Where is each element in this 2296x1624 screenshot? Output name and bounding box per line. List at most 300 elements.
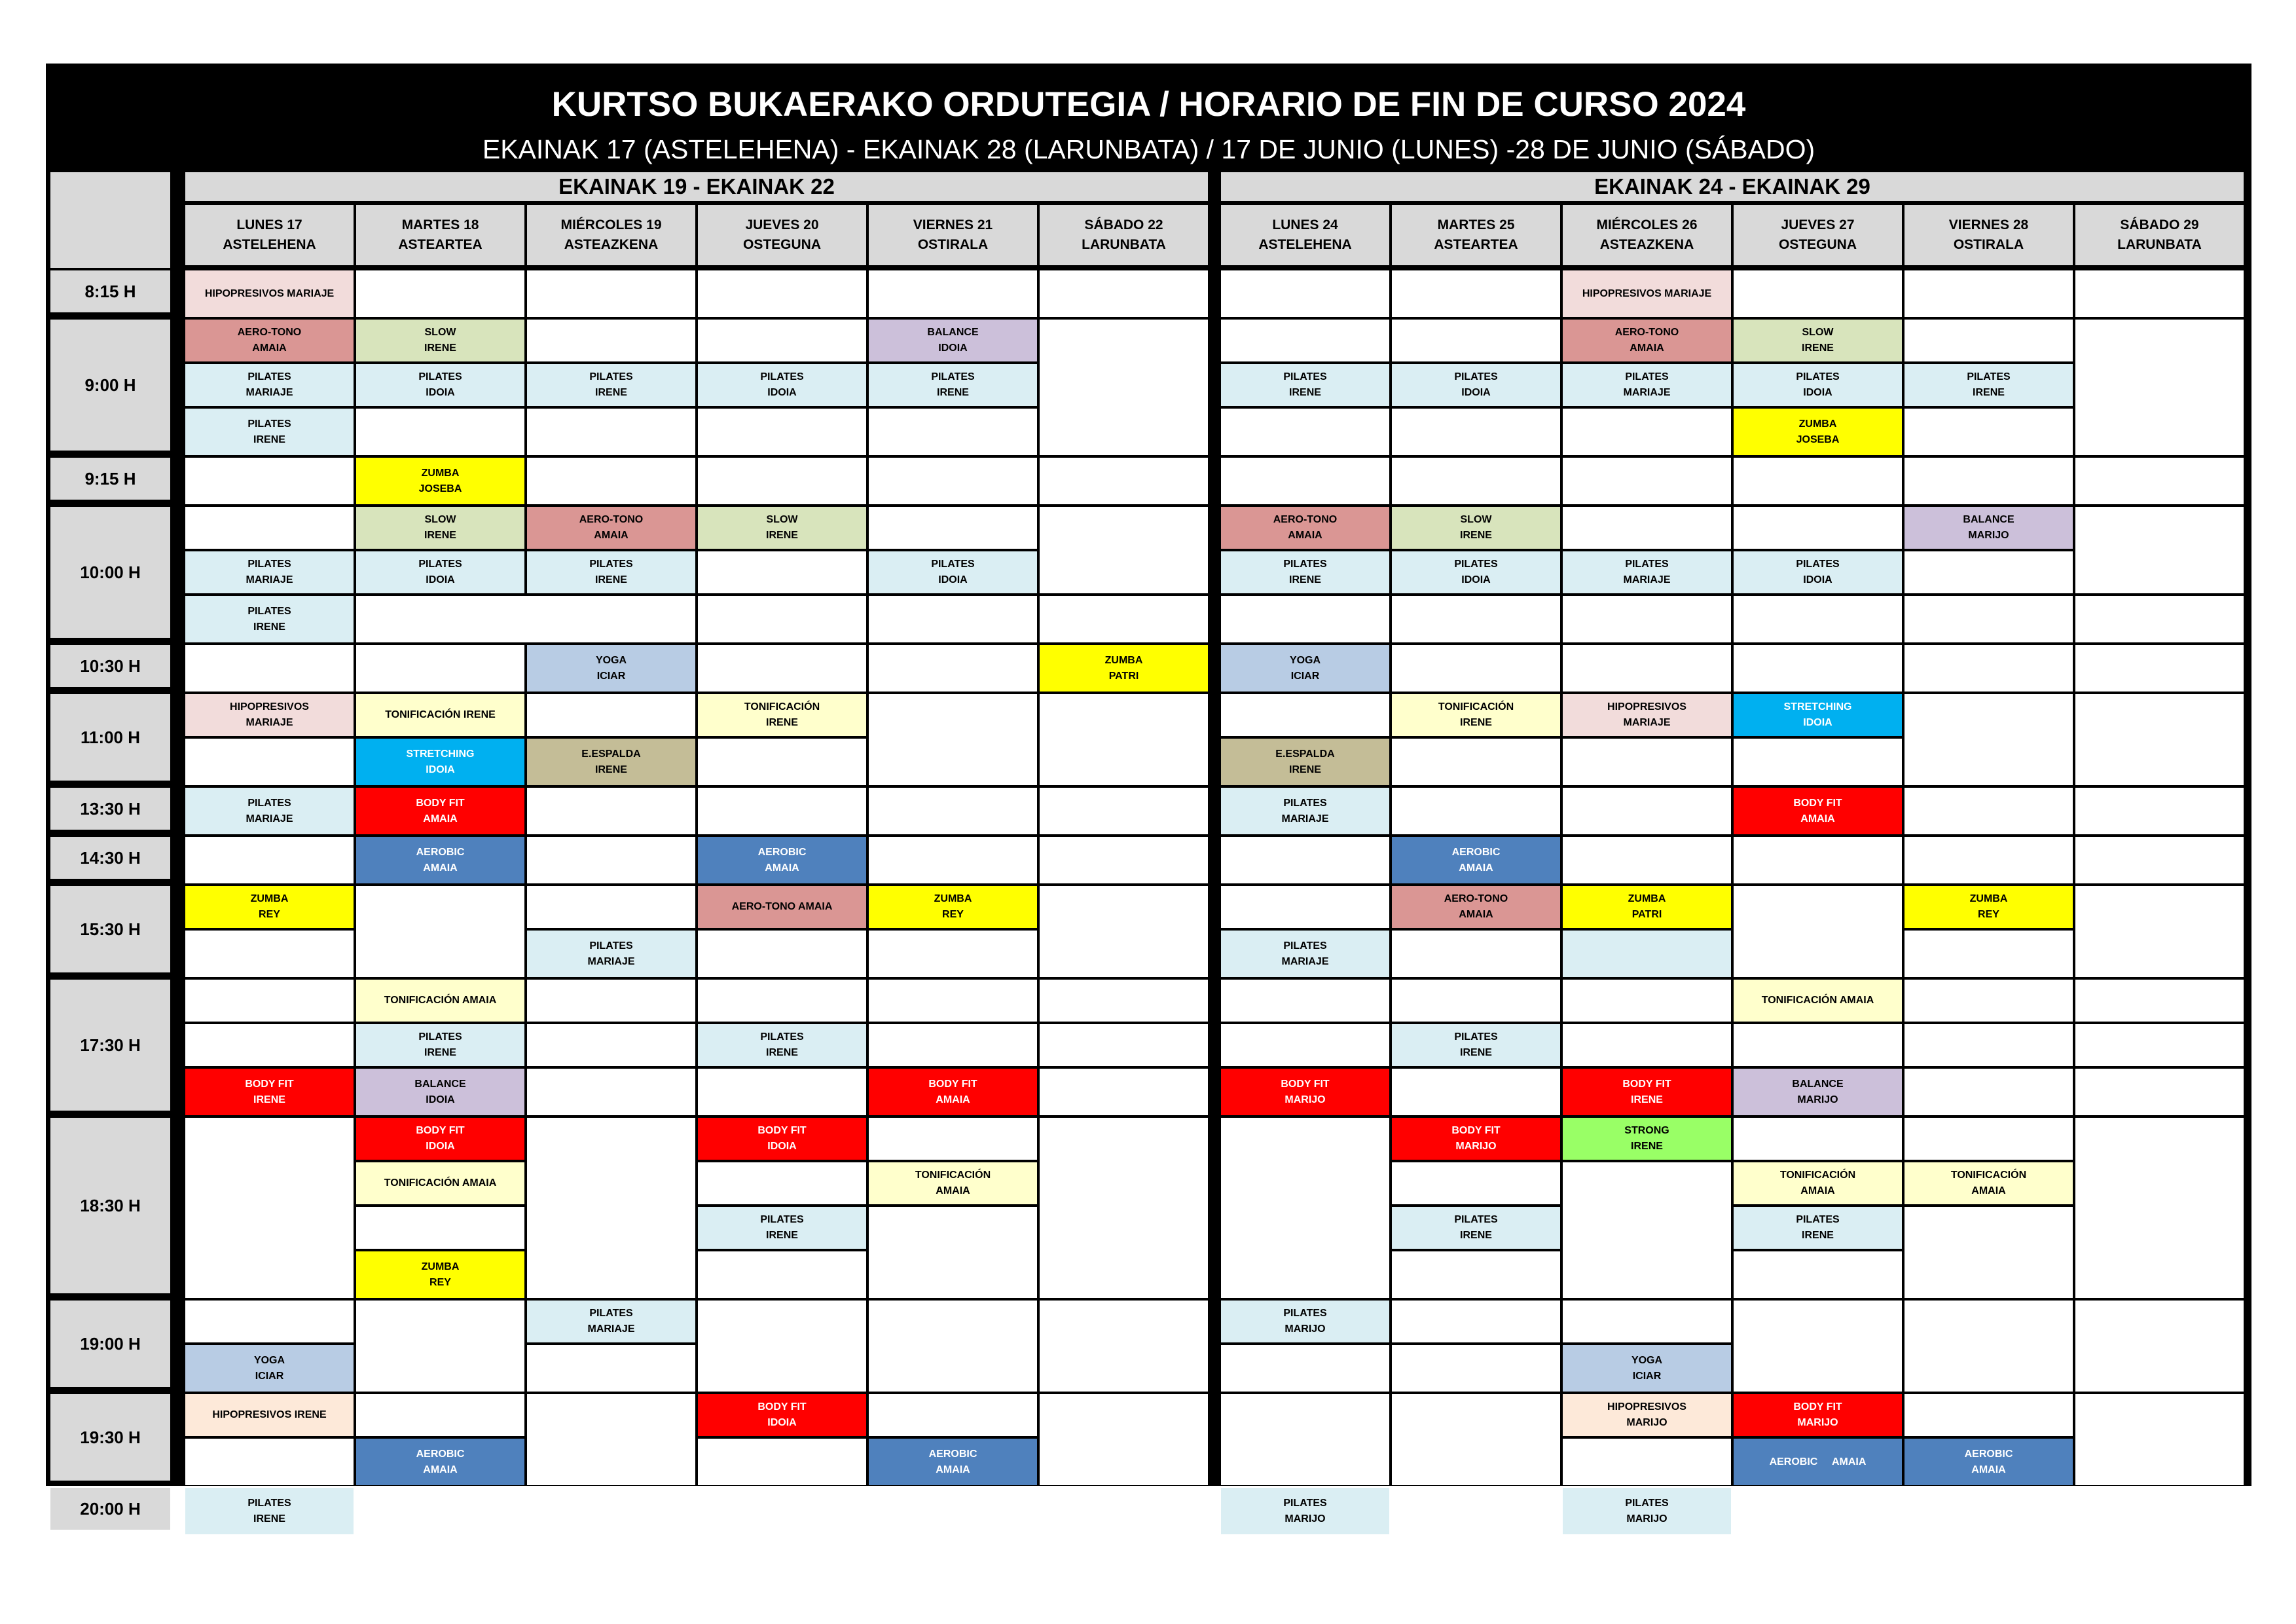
- page-subtitle: EKAINAK 17 (ASTELEHENA) - EKAINAK 28 (LARUNBATA) / 17 DE JUNIO (LUNES) -28 DE JUNIO (SÁBADO): [482, 134, 1815, 164]
- day-name-eu: OSTEGUNA: [742, 237, 821, 252]
- instructor-name: REY: [259, 909, 280, 920]
- empty-cell: [2075, 1118, 2244, 1298]
- empty-cell: [1221, 1394, 1389, 1485]
- empty-cell: [1563, 980, 1731, 1022]
- empty-cell: [1734, 596, 1902, 642]
- instructor-name: IDOIA: [938, 342, 968, 354]
- instructor-name: IRENE: [424, 1047, 456, 1058]
- empty-cell: [185, 1301, 354, 1342]
- empty-cell: [1040, 1301, 1208, 1392]
- empty-cell: [698, 1069, 866, 1115]
- class-name: HIPOPRESIVOS: [1607, 701, 1686, 712]
- instructor-name: IDOIA: [767, 1141, 797, 1152]
- empty-cell: [527, 320, 695, 361]
- class-cell: [185, 1488, 354, 1534]
- instructor-name: JOSEBA: [418, 483, 462, 494]
- class-name: YOGA: [595, 654, 627, 666]
- empty-cell: [1904, 596, 2073, 642]
- class-cell: [1734, 980, 1902, 1022]
- time-slot-label: 13:30 H: [50, 788, 170, 830]
- class-name: TONIFICACIÓN: [1779, 1170, 1856, 1181]
- class-name: PILATES: [760, 371, 804, 382]
- instructor-name: IDOIA: [1803, 387, 1832, 398]
- class-cell: [527, 645, 695, 692]
- empty-cell: [1563, 1301, 1731, 1342]
- instructor-name: IRENE: [424, 530, 456, 541]
- class-name: TONIFICACIÓN AMAIA: [384, 1177, 497, 1189]
- empty-cell: [1221, 320, 1389, 361]
- instructor-name: AMAIA: [423, 813, 458, 824]
- empty-cell: [1734, 1024, 1902, 1066]
- class-name: PILATES: [247, 371, 291, 382]
- instructor-name: IRENE: [1973, 387, 2005, 398]
- class-cell: [869, 1162, 1037, 1204]
- empty-cell: [185, 1439, 354, 1485]
- class-cell: [185, 1394, 354, 1436]
- time-slot-label: 10:30 H: [50, 645, 170, 687]
- empty-cell: [2075, 1024, 2244, 1066]
- class-cell: [869, 364, 1037, 406]
- empty-cell: [2075, 1301, 2244, 1392]
- instructor-name: IDOIA: [426, 574, 455, 585]
- class-name: TONIFICACIÓN: [1438, 701, 1514, 712]
- time-slot-label: 14:30 H: [50, 837, 170, 879]
- instructor-name: PATRI: [1108, 670, 1139, 682]
- instructor-name: IRENE: [937, 387, 969, 398]
- empty-cell: [2075, 788, 2244, 834]
- instructor-name: AMAIA: [936, 1464, 970, 1475]
- day-name-es: JUEVES 27: [1781, 217, 1855, 232]
- class-name: PILATES: [1454, 371, 1498, 382]
- instructor-name: REY: [942, 909, 964, 920]
- instructor-name: IDOIA: [426, 1094, 455, 1105]
- class-cell: [1221, 507, 1389, 549]
- class-cell: [1392, 364, 1560, 406]
- class-cell: [1563, 551, 1731, 593]
- class-cell: [1563, 886, 1731, 928]
- day-header: [1040, 205, 1208, 265]
- day-header: [1734, 205, 1902, 265]
- instructor-name: AMAIA: [594, 530, 629, 541]
- instructor-name: MARIJO: [1285, 1513, 1326, 1524]
- instructor-name: IDOIA: [938, 574, 968, 585]
- class-cell: [1221, 1488, 1389, 1534]
- class-name: BODY FIT: [245, 1078, 294, 1090]
- instructor-name: MARIAJE: [246, 717, 293, 728]
- empty-cell: [1904, 1394, 2073, 1436]
- class-name: ZUMBA: [421, 1261, 460, 1272]
- instructor-name: AMAIA: [423, 862, 458, 874]
- empty-cell: [869, 507, 1037, 549]
- class-name: TONIFICACIÓN IRENE: [385, 709, 496, 720]
- class-name: AERO-TONO: [1273, 514, 1338, 525]
- class-cell: [1734, 788, 1902, 834]
- empty-cell: [2075, 507, 2244, 593]
- instructor-name: REY: [429, 1276, 451, 1288]
- day-header: [1904, 205, 2073, 265]
- empty-cell: [1904, 1069, 2073, 1115]
- empty-cell: [1040, 270, 1208, 317]
- class-name: BALANCE: [414, 1078, 466, 1090]
- class-name: BODY FIT: [1622, 1078, 1671, 1090]
- class-name: ZUMBA: [250, 893, 289, 904]
- empty-cell: [1392, 980, 1560, 1022]
- class-name: BODY FIT: [1793, 797, 1842, 809]
- class-cell: [185, 551, 354, 593]
- class-name: BODY FIT: [928, 1078, 977, 1090]
- empty-cell: [1734, 886, 1902, 977]
- class-name: AEROBIC: [1451, 846, 1501, 858]
- class-cell: [185, 320, 354, 361]
- class-name: AERO-TONO: [1614, 327, 1679, 338]
- empty-cell: [1040, 596, 1208, 642]
- empty-cell: [1734, 270, 1902, 317]
- empty-cell: [1563, 837, 1731, 883]
- empty-cell: [1904, 1488, 2073, 1534]
- empty-cell: [1040, 1069, 1208, 1115]
- empty-cell: [1734, 1301, 1902, 1392]
- day-header: [1392, 205, 1560, 265]
- class-cell: [1392, 551, 1560, 593]
- class-name: BALANCE: [927, 327, 979, 338]
- class-name: PILATES: [1283, 371, 1327, 382]
- time-slot-label: 10:00 H: [50, 507, 170, 638]
- class-name: PILATES: [1625, 371, 1669, 382]
- class-name: ZUMBA: [1798, 418, 1837, 430]
- empty-cell: [869, 837, 1037, 883]
- empty-cell: [1392, 1069, 1560, 1115]
- class-name: ZUMBA: [1104, 654, 1143, 666]
- class-name: PILATES: [1625, 1497, 1669, 1509]
- class-name: TONIFICACIÓN: [915, 1170, 991, 1181]
- empty-cell: [1904, 458, 2073, 504]
- empty-cell: [1392, 1162, 1560, 1204]
- class-cell: [356, 1439, 524, 1485]
- class-name: PILATES: [760, 1214, 804, 1225]
- class-cell: [1392, 837, 1560, 883]
- empty-cell: [1904, 931, 2073, 977]
- class-cell: [698, 364, 866, 406]
- class-name: PILATES: [1796, 1214, 1840, 1225]
- empty-cell: [698, 1488, 866, 1534]
- class-cell: [1734, 1207, 1902, 1249]
- empty-cell: [1904, 1207, 2073, 1298]
- empty-cell: [1904, 1301, 2073, 1392]
- empty-cell: [1221, 837, 1389, 883]
- class-cell: [1392, 507, 1560, 549]
- class-name: PILATES: [418, 371, 462, 382]
- instructor-name: IRENE: [1631, 1094, 1663, 1105]
- empty-cell: [1221, 980, 1389, 1022]
- class-cell: [356, 1024, 524, 1066]
- empty-cell: [1040, 1118, 1208, 1298]
- class-cell: [185, 1345, 354, 1392]
- empty-cell: [698, 1301, 866, 1392]
- class-name: PILATES: [247, 605, 291, 617]
- empty-cell: [1040, 980, 1208, 1022]
- empty-cell: [2075, 645, 2244, 692]
- class-name: PILATES: [1283, 1308, 1327, 1319]
- class-cell: [356, 788, 524, 834]
- empty-cell: [1392, 1301, 1560, 1342]
- empty-cell: [527, 409, 695, 455]
- class-name: AEROBIC: [416, 1448, 465, 1460]
- class-cell: [185, 1069, 354, 1115]
- empty-cell: [698, 320, 866, 361]
- class-name: BODY FIT: [757, 1125, 807, 1136]
- class-name: YOGA: [1631, 1354, 1663, 1366]
- empty-cell: [698, 645, 866, 692]
- day-name-eu: LARUNBATA: [2117, 237, 2202, 252]
- class-name: HIPOPRESIVOS MARIAJE: [204, 287, 335, 299]
- instructor-name: IRENE: [424, 342, 456, 354]
- day-name-es: MIÉRCOLES 26: [1596, 217, 1698, 232]
- class-name: STRETCHING: [406, 748, 475, 760]
- day-name-eu: OSTEGUNA: [1778, 237, 1857, 252]
- class-cell: [1040, 645, 1208, 692]
- empty-cell: [698, 551, 866, 593]
- instructor-name: MARIAJE: [246, 813, 293, 824]
- empty-cell: [1221, 270, 1389, 317]
- empty-cell: [698, 596, 866, 642]
- instructor-name: IDOIA: [1461, 387, 1491, 398]
- day-header: [356, 205, 524, 265]
- empty-cell: [1734, 1251, 1902, 1298]
- class-name: SLOW: [424, 327, 456, 338]
- empty-cell: [527, 270, 695, 317]
- instructor-name: IRENE: [1460, 1047, 1492, 1058]
- empty-cell: [356, 1488, 524, 1534]
- class-cell: [1904, 507, 2073, 549]
- instructor-name: ICIAR: [255, 1370, 284, 1382]
- instructor-name: IRENE: [1289, 387, 1321, 398]
- empty-cell: [185, 1118, 354, 1298]
- instructor-name: AMAIA: [936, 1185, 970, 1196]
- instructor-name: IRENE: [766, 1047, 798, 1058]
- empty-cell: [698, 931, 866, 977]
- empty-cell: [1392, 645, 1560, 692]
- class-name: PILATES: [1454, 1214, 1498, 1225]
- empty-cell: [1734, 1118, 1902, 1160]
- day-header: [2075, 205, 2244, 265]
- empty-cell: [1563, 645, 1731, 692]
- instructor-name: IDOIA: [1461, 574, 1491, 585]
- class-cell: [1221, 645, 1389, 692]
- empty-cell: [698, 980, 866, 1022]
- time-slot-label: 19:00 H: [50, 1301, 170, 1387]
- time-slot-label: 17:30 H: [50, 980, 170, 1111]
- empty-cell: [356, 886, 524, 977]
- class-name: PILATES: [1283, 797, 1327, 809]
- class-cell: [1221, 1069, 1389, 1115]
- instructor-name: IRENE: [1289, 764, 1321, 775]
- class-cell: [698, 507, 866, 549]
- empty-cell: [1563, 507, 1731, 549]
- empty-cell: [527, 837, 695, 883]
- day-name-es: SÁBADO 29: [2120, 217, 2199, 232]
- class-cell: [527, 931, 695, 977]
- class-cell: [527, 364, 695, 406]
- time-slot-label: 8:15 H: [50, 270, 170, 312]
- class-cell: [869, 1069, 1037, 1115]
- instructor-name: IRENE: [1460, 530, 1492, 541]
- class-cell: [869, 1439, 1037, 1485]
- class-cell: [356, 1118, 524, 1160]
- class-cell: [1221, 1301, 1389, 1342]
- day-header: [185, 205, 354, 265]
- empty-cell: [1040, 694, 1208, 785]
- class-name: PILATES: [931, 559, 975, 570]
- class-name: AEROBIC: [928, 1448, 977, 1460]
- instructor-name: MARIAJE: [246, 574, 293, 585]
- day-name-eu: ASTEARTEA: [1434, 237, 1518, 252]
- empty-cell: [356, 1301, 524, 1392]
- instructor-name: AMAIA: [423, 1464, 458, 1475]
- empty-cell: [527, 1069, 695, 1115]
- instructor-name: IRENE: [1460, 717, 1492, 728]
- day-header: [1221, 205, 1389, 265]
- class-name: PILATES: [1283, 1497, 1327, 1509]
- empty-cell: [1392, 1488, 1560, 1534]
- empty-cell: [869, 409, 1037, 455]
- instructor-name: MARIAJE: [587, 1323, 635, 1335]
- class-cell: [1734, 551, 1902, 593]
- class-cell: [1221, 931, 1389, 977]
- class-name: SLOW: [766, 514, 798, 525]
- empty-cell: [2075, 1394, 2244, 1485]
- instructor-name: IDOIA: [426, 387, 455, 398]
- empty-cell: [1392, 788, 1560, 834]
- class-name: PILATES: [589, 559, 633, 570]
- instructor-name: AMAIA: [1288, 530, 1322, 541]
- empty-cell: [1392, 270, 1560, 317]
- empty-cell: [1392, 458, 1560, 504]
- empty-cell: [1221, 1024, 1389, 1066]
- class-cell: [1563, 931, 1731, 977]
- empty-cell: [1904, 1024, 2073, 1066]
- empty-cell: [869, 596, 1037, 642]
- empty-cell: [1904, 320, 2073, 361]
- class-name: AERO-TONO: [1444, 893, 1508, 904]
- day-name-es: SÁBADO 22: [1084, 217, 1163, 232]
- class-name: PILATES: [1283, 940, 1327, 951]
- class-cell: [356, 694, 524, 736]
- day-name-eu: ASTEAZKENA: [564, 237, 659, 252]
- class-cell: [1904, 364, 2073, 406]
- instructor-name: ICIAR: [1632, 1370, 1662, 1382]
- class-name: PILATES: [247, 797, 291, 809]
- day-name-es: MARTES 25: [1437, 217, 1515, 232]
- day-name-eu: ASTEARTEA: [398, 237, 483, 252]
- page-title: KURTSO BUKAERAKO ORDUTEGIA / HORARIO DE FIN DE CURSO 2024: [551, 85, 1746, 124]
- day-header: [869, 205, 1037, 265]
- class-name: HIPOPRESIVOS IRENE: [212, 1409, 327, 1420]
- empty-cell: [1392, 931, 1560, 977]
- empty-cell: [698, 409, 866, 455]
- class-cell: [356, 551, 524, 593]
- class-cell: [356, 458, 524, 504]
- day-name-es: MARTES 18: [401, 217, 479, 232]
- class-cell: [1734, 1394, 1902, 1436]
- empty-cell: [1221, 409, 1389, 455]
- empty-cell: [1904, 1118, 2073, 1160]
- instructor-name: AMAIA: [1971, 1185, 2006, 1196]
- class-name: STRETCHING: [1783, 701, 1852, 712]
- empty-cell: [1904, 645, 2073, 692]
- time-slot-label: 18:30 H: [50, 1118, 170, 1293]
- class-cell: [356, 364, 524, 406]
- instructor-name: AMAIA: [1630, 342, 1664, 354]
- empty-cell: [2075, 980, 2244, 1022]
- empty-cell: [356, 1207, 524, 1249]
- empty-cell: [698, 788, 866, 834]
- instructor-name: IRENE: [766, 717, 798, 728]
- class-name: PILATES: [1283, 559, 1327, 570]
- class-name: BODY FIT: [1281, 1078, 1330, 1090]
- class-name: HIPOPRESIVOS MARIAJE: [1582, 287, 1712, 299]
- class-name: AEROBIC: [416, 846, 465, 858]
- empty-cell: [1734, 739, 1902, 785]
- time-slot-label: 9:15 H: [50, 458, 170, 500]
- instructor-name: IDOIA: [426, 1141, 455, 1152]
- class-cell: [1392, 694, 1560, 736]
- class-name: PILATES: [247, 559, 291, 570]
- class-cell: [356, 1251, 524, 1298]
- day-header: [1563, 205, 1731, 265]
- class-cell: [1734, 1439, 1902, 1485]
- empty-cell: [1734, 645, 1902, 692]
- empty-cell: [1563, 1162, 1731, 1298]
- class-cell: [1563, 320, 1731, 361]
- empty-cell: [1392, 1345, 1560, 1392]
- instructor-name: IRENE: [766, 530, 798, 541]
- day-name-eu: ASTEAZKENA: [1599, 237, 1694, 252]
- instructor-name: ICIAR: [596, 670, 626, 682]
- empty-cell: [869, 788, 1037, 834]
- class-cell: [1904, 1162, 2073, 1204]
- class-cell: [527, 551, 695, 593]
- empty-cell: [356, 270, 524, 317]
- class-cell: [698, 1118, 866, 1160]
- day-name-eu: ASTELEHENA: [1258, 237, 1352, 252]
- class-cell: [1734, 409, 1902, 455]
- class-name: SLOW: [424, 514, 456, 525]
- empty-cell: [185, 458, 354, 504]
- day-name-es: JUEVES 20: [745, 217, 819, 232]
- class-cell: [185, 596, 354, 642]
- class-name: BALANCE: [1792, 1078, 1844, 1090]
- class-name: BODY FIT: [416, 797, 465, 809]
- empty-cell: [527, 1394, 695, 1485]
- time-slot-label: 19:30 H: [50, 1394, 170, 1481]
- instructor-name: AMAIA: [1459, 862, 1493, 874]
- empty-cell: [1392, 596, 1560, 642]
- day-name-eu: ASTELEHENA: [223, 237, 316, 252]
- class-name: PILATES: [1796, 371, 1840, 382]
- instructor-name: AMAIA: [1800, 1185, 1835, 1196]
- empty-cell: [698, 1162, 866, 1204]
- instructor-name: IRENE: [1289, 574, 1321, 585]
- instructor-name: IRENE: [253, 621, 285, 633]
- class-name: AEROBIC: [1964, 1448, 2013, 1460]
- class-name: STRONG: [1624, 1125, 1669, 1136]
- class-cell: [869, 320, 1037, 361]
- class-cell: [698, 1207, 866, 1249]
- class-cell: [185, 886, 354, 928]
- class-name: PILATES: [247, 1497, 291, 1509]
- empty-cell: [185, 980, 354, 1022]
- empty-cell: [2075, 458, 2244, 504]
